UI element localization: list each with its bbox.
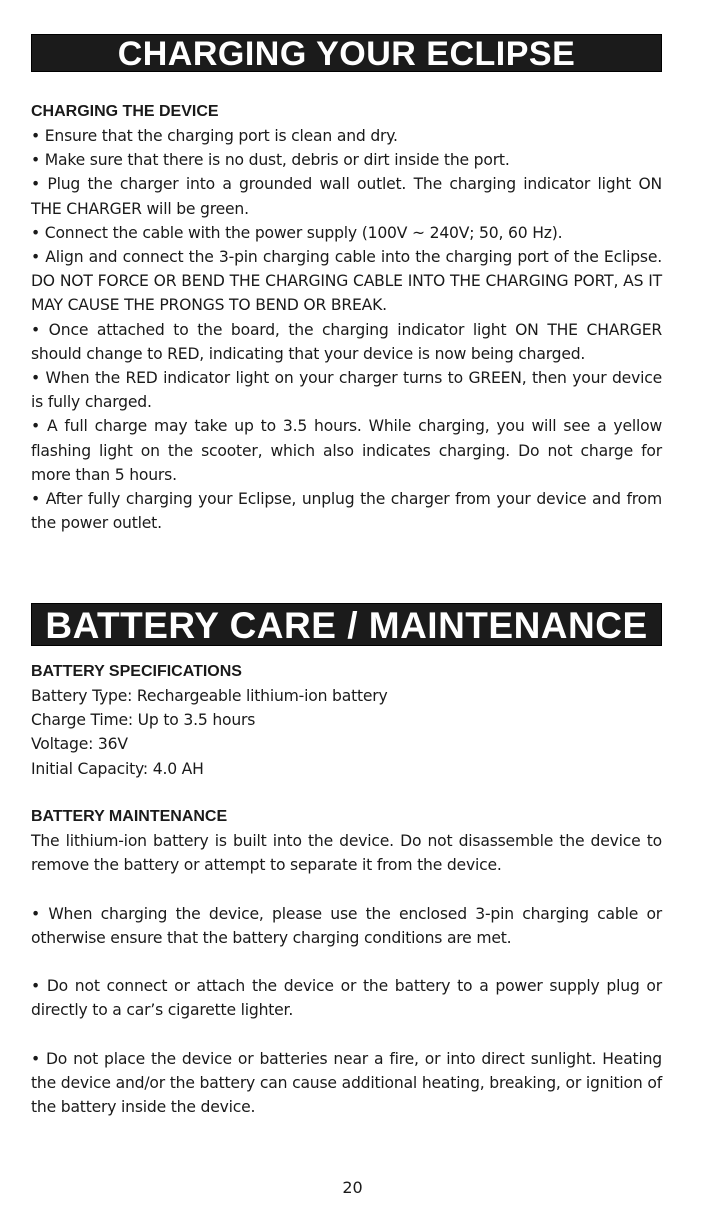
charging-banner: CHARGING YOUR ECLIPSE [31, 34, 662, 72]
spacer [31, 950, 662, 974]
spacer [31, 1023, 662, 1047]
charging-heading: CHARGING THE DEVICE [31, 103, 219, 120]
maintenance-paragraph: The lithium-ion battery is built into the device. Do not disassemble the device to remove the battery or attempt to separate it from the device. [31, 832, 662, 875]
charging-bullet: • When the RED indicator light on your charger turns to GREEN, then your device is fully charged. [31, 369, 662, 412]
battery-specs-heading: BATTERY SPECIFICATIONS [31, 663, 242, 680]
charging-bullet: • A full charge may take up to 3.5 hours. While charging, you will see a yellow flashing light on the scooter, which also indicates charging. Do not charge for more than 5 hours. [31, 417, 662, 484]
charging-bullet: • Align and connect the 3-pin charging cable into the charging port of the Eclipse. DO NOT FORCE OR BEND THE CHARGING CABLE INTO THE CHARGING PORT, AS IT MAY CAUSE THE PRONGS TO BEND OR BREAK. [31, 248, 662, 315]
spacer [31, 877, 662, 901]
battery-section [31, 660, 662, 1119]
page-number: 20 [342, 1178, 363, 1197]
maintenance-paragraph: • Do not connect or attach the device or the battery to a power supply plug or directly to a car’s cigarette lighter. [31, 977, 662, 1020]
battery-spec-line: Battery Type: Rechargeable lithium-ion battery [31, 687, 388, 705]
charging-section [31, 100, 662, 535]
maintenance-paragraph: • When charging the device, please use the enclosed 3-pin charging cable or otherwise ensure that the battery charging conditions are met. [31, 904, 662, 947]
charging-bullet: • After fully charging your Eclipse, unplug the charger from your device and from the power outlet. [31, 490, 662, 533]
charging-bullet: • Ensure that the charging port is clean and dry. [31, 127, 398, 145]
battery-spec-line: Charge Time: Up to 3.5 hours [31, 711, 256, 730]
charging-bullet: • Connect the cable with the power supply (100V ~ 240V; 50, 60 Hz). [31, 223, 563, 242]
battery-banner: BATTERY CARE / MAINTENANCE [31, 603, 662, 646]
spacer [31, 781, 662, 805]
battery-spec-line: Initial Capacity: 4.0 AH [31, 759, 204, 778]
charging-bullet: • Plug the charger into a grounded wall outlet. The charging indicator light ON THE CHARGER will be green. [31, 175, 662, 218]
battery-spec-line: Voltage: 36V [31, 735, 128, 754]
battery-maintenance-heading: BATTERY MAINTENANCE [31, 808, 228, 825]
charging-bullet: • Make sure that there is no dust, debris or dirt inside the port. [31, 151, 510, 170]
maintenance-paragraph: • Do not place the device or batteries near a fire, or into direct sunlight. Heating the device and/or the battery can cause additional heating, breaking, or ignition of the battery inside the device. [31, 1049, 662, 1117]
charging-bullet: • Once attached to the board, the charging indicator light ON THE CHARGER should change to RED, indicating that your device is now being charged. [31, 320, 662, 363]
